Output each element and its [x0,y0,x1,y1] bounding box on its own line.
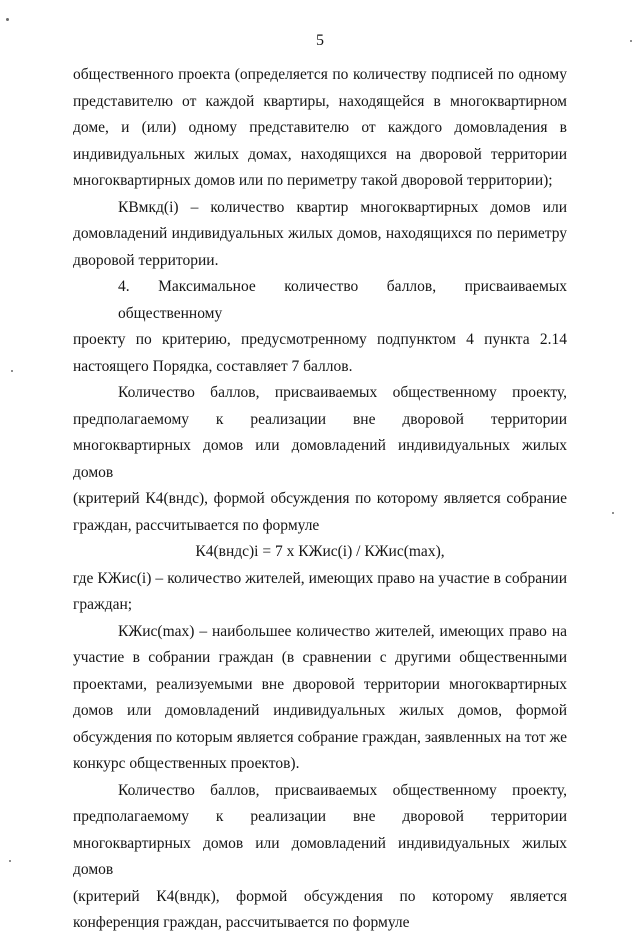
text-line: представителю от каждой квартиры, находящейся в многоквартирном [73,92,567,110]
text-line: конкурс общественных проектов). [73,755,300,772]
text-line: домовладений индивидуальных жилых домов, находящихся по периметру [73,225,567,242]
text-line: участие в собрании граждан (в сравнении с другими общественными [73,649,567,666]
text-line: обсуждения по которым является собрание граждан, заявленных на тот же [73,728,567,746]
page-number: 5 [316,32,324,49]
scan-speck [6,18,9,21]
text-line: доме, и (или) одному представителю от каждого домовладения в [73,119,567,136]
text-line: настоящего Порядка, составляет 7 баллов. [73,357,353,375]
text-line: граждан; [73,596,133,613]
text-line: многоквартирных домов или домовладений индивидуальных жилых домов [73,437,567,481]
text-line: многоквартирных домов или домовладений индивидуальных жилых домов [73,834,567,878]
text-line: КВмкд(i) – количество квартир многоквартирных домов или [118,198,567,216]
text-line: предполагаемому к реализации вне дворовой территории [73,410,567,428]
text-line: Количество баллов, присваиваемых общественному проекту, [118,781,567,799]
text-line: КЖис(max) – наибольшее количество жителей, имеющих право на [118,622,567,640]
text-line: (критерий К4(вндк), формой обсуждения по которому является [73,887,567,905]
text-line: проектами, реализуемыми вне дворовой территории многоквартирных [73,675,567,693]
text-line: домов или домовладений индивидуальных жилых домов, формой [73,702,567,719]
document-body [73,62,567,937]
scan-speck [9,860,11,862]
scan-speck [612,512,614,514]
text-line: многоквартирных домов или по периметру такой дворовой территории); [73,172,553,189]
text-line: конференция граждан, рассчитывается по формуле [73,914,410,931]
formula-line: К4(вндс)i = 7 х КЖис(i) / КЖис(max), [195,543,445,560]
text-line: дворовой территории. [73,251,219,269]
text-line: (критерий К4(вндс), формой обсуждения по которому является собрание [73,490,567,507]
text-line: 4. Максимальное количество баллов, присваиваемых общественному [118,278,567,322]
text-line: индивидуальных жилых домах, находящихся на дворовой территории [73,145,567,163]
scan-speck [11,370,13,372]
text-line: Количество баллов, присваиваемых общественному проекту, [118,384,567,401]
scan-speck [630,40,632,42]
text-line: где КЖис(i) – количество жителей, имеющих право на участие в собрании [73,569,567,587]
text-line: проекту по критерию, предусмотренному подпунктом 4 пункта 2.14 [73,331,567,348]
text-line: предполагаемому к реализации вне дворовой территории [73,808,567,825]
text-line: общественного проекта (определяется по количеству подписей по одному [73,66,567,83]
text-line: граждан, рассчитывается по формуле [73,516,320,534]
